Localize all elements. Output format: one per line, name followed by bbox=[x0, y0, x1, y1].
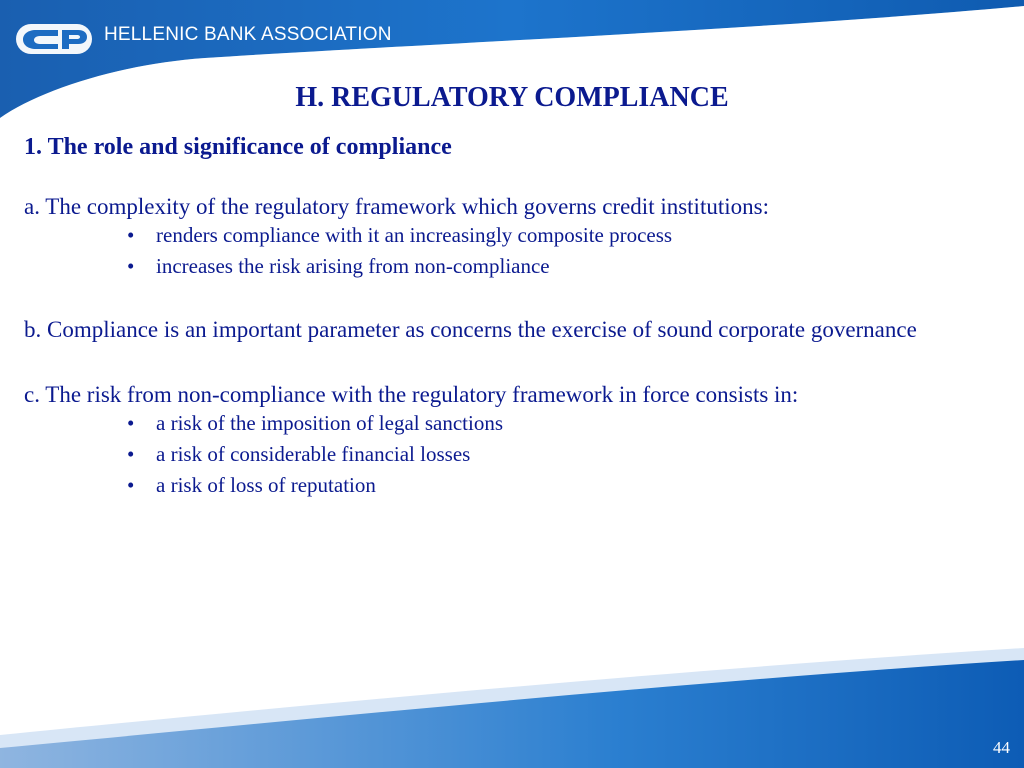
section-c-text: c. The risk from non-compliance with the regulatory framework in force consists in: bbox=[24, 382, 799, 407]
page-number: 44 bbox=[993, 738, 1010, 757]
footer-swoosh bbox=[0, 660, 1024, 768]
bullet-glyph: • bbox=[127, 254, 135, 278]
bullet-glyph: • bbox=[127, 411, 135, 435]
section-a-bullets bbox=[24, 220, 1004, 282]
slide-content bbox=[24, 134, 1004, 501]
organization-name: HELLENIC BANK ASSOCIATION bbox=[104, 24, 392, 45]
section-subheading: 1. The role and significance of compliance bbox=[24, 134, 452, 160]
list-item: • a risk of loss of reputation bbox=[24, 470, 1004, 501]
list-item: • a risk of the imposition of legal sanctions bbox=[24, 408, 1004, 439]
bullet-glyph: • bbox=[127, 473, 135, 497]
list-item: • a risk of considerable financial losses bbox=[24, 439, 1004, 470]
list-item: • increases the risk arising from non-compliance bbox=[24, 251, 1004, 282]
bullet-glyph: • bbox=[127, 442, 135, 466]
section-b-text: b. Compliance is an important parameter as concerns the exercise of sound corporate governance bbox=[24, 317, 917, 342]
hba-logo-icon bbox=[14, 18, 94, 58]
section-c-bullets bbox=[24, 408, 1004, 501]
bullet-glyph: • bbox=[127, 223, 135, 247]
section-a-text: a. The complexity of the regulatory framework which governs credit institutions: bbox=[24, 194, 769, 219]
list-item: • renders compliance with it an increasingly composite process bbox=[24, 220, 1004, 251]
slide-title: H. REGULATORY COMPLIANCE bbox=[295, 82, 729, 113]
